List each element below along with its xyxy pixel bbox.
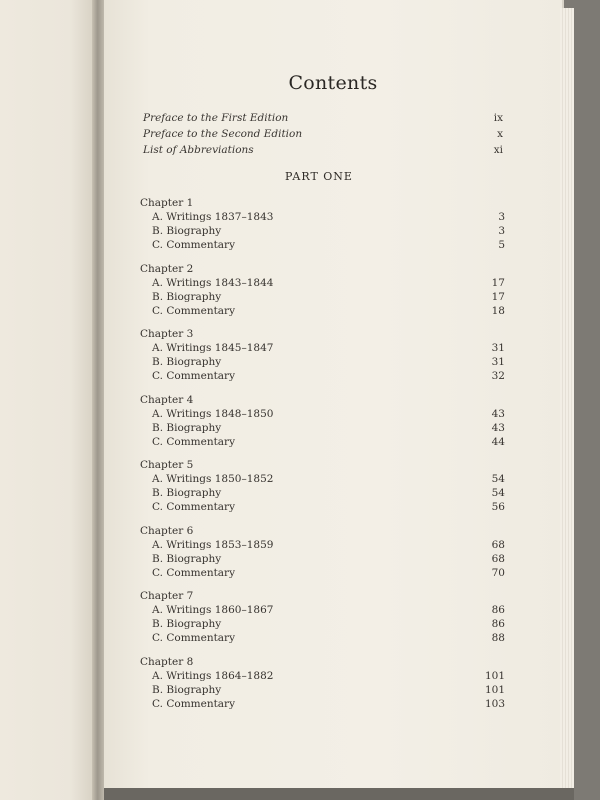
toc-entry (140, 566, 505, 580)
entry-page: 44 (491, 435, 505, 448)
chapter-list (140, 196, 505, 720)
toc-entry (140, 669, 505, 683)
toc-entry (140, 369, 505, 383)
entry-page: 103 (484, 697, 505, 710)
entry-page: 88 (491, 632, 505, 644)
chapter-title: Chapter 2 (140, 262, 194, 275)
entry-label: A. Writings 1853–1859 (152, 538, 274, 551)
toc-entry (140, 304, 505, 318)
entry-label: B. Biography (152, 487, 222, 499)
entry-label: C. Commentary (152, 566, 236, 579)
toc-entry (140, 617, 505, 631)
toc-entry (140, 552, 505, 566)
toc-entry (140, 500, 505, 514)
entry-label: C. Commentary (152, 632, 236, 644)
toc-entry (140, 538, 505, 552)
entry-label: C. Commentary (152, 370, 236, 382)
toc-entry (140, 435, 505, 449)
chapter-block (140, 196, 505, 262)
front-matter-list (143, 110, 503, 158)
entry-page: 101 (484, 669, 505, 682)
toc-entry (140, 407, 505, 421)
entry-label: B. Biography (152, 683, 222, 696)
front-matter-page: xi (493, 144, 503, 156)
entry-page: 54 (491, 487, 505, 499)
chapter-block (140, 458, 505, 524)
toc-entry (140, 697, 505, 711)
entry-page: 31 (491, 342, 505, 354)
entry-page: 70 (491, 566, 505, 579)
entry-label: A. Writings 1843–1844 (152, 276, 274, 289)
toc-entry (140, 486, 505, 500)
entry-label: A. Writings 1860–1867 (152, 604, 274, 616)
toc-entry (140, 276, 505, 290)
chapter-block (140, 327, 505, 393)
entry-label: C. Commentary (152, 435, 236, 448)
toc-entry (140, 341, 505, 355)
front-matter-item (143, 142, 503, 158)
entry-label: B. Biography (152, 356, 222, 368)
entry-page: 101 (484, 683, 505, 696)
toc-entry (140, 683, 505, 697)
entry-label: C. Commentary (152, 501, 236, 513)
entry-page: 68 (491, 552, 505, 565)
toc-entry (140, 603, 505, 617)
entry-page: 86 (491, 618, 505, 630)
entry-label: B. Biography (152, 421, 222, 434)
entry-label: C. Commentary (152, 239, 236, 251)
part-heading: PART ONE (285, 170, 353, 183)
entry-page: 18 (491, 304, 505, 317)
facing-page-edge (0, 0, 100, 800)
front-matter-label: Preface to the First Edition (143, 112, 289, 124)
chapter-title: Chapter 4 (140, 393, 194, 406)
entry-label: A. Writings 1850–1852 (152, 473, 274, 485)
entry-label: A. Writings 1837–1843 (152, 211, 274, 223)
chapter-title: Chapter 7 (140, 590, 194, 602)
front-matter-label: List of Abbreviations (143, 144, 254, 156)
entry-page: 43 (491, 421, 505, 434)
entry-page: 32 (491, 370, 505, 382)
entry-label: C. Commentary (152, 697, 236, 710)
chapter-block (140, 393, 505, 459)
toc-entry (140, 290, 505, 304)
chapter-block (140, 655, 505, 721)
toc-entry (140, 210, 505, 224)
entry-page: 68 (491, 538, 505, 551)
entry-label: A. Writings 1864–1882 (152, 669, 274, 682)
chapter-block (140, 524, 505, 590)
chapter-block (140, 589, 505, 655)
page-title: Contents (288, 72, 378, 94)
front-matter-page: ix (493, 112, 503, 124)
front-matter-item (143, 110, 503, 126)
toc-entry (140, 631, 505, 645)
entry-page: 43 (491, 407, 505, 420)
entry-page: 3 (498, 211, 505, 223)
front-matter-label: Preface to the Second Edition (143, 128, 303, 140)
front-matter-page: x (497, 128, 503, 140)
page-edges (560, 8, 574, 790)
entry-label: A. Writings 1845–1847 (152, 342, 274, 354)
entry-page: 31 (491, 356, 505, 368)
entry-page: 86 (491, 604, 505, 616)
entry-label: B. Biography (152, 618, 222, 630)
chapter-title: Chapter 6 (140, 524, 194, 537)
entry-page: 54 (491, 473, 505, 485)
entry-label: B. Biography (152, 290, 222, 303)
chapter-title: Chapter 5 (140, 459, 194, 471)
entry-label: B. Biography (152, 552, 222, 565)
front-matter-item (143, 126, 503, 142)
chapter-title: Chapter 3 (140, 328, 194, 340)
entry-label: C. Commentary (152, 304, 236, 317)
toc-entry (140, 421, 505, 435)
toc-entry (140, 472, 505, 486)
toc-entry (140, 238, 505, 252)
chapter-title: Chapter 1 (140, 197, 194, 209)
entry-page: 17 (491, 290, 505, 303)
entry-page: 5 (498, 239, 505, 251)
toc-entry (140, 355, 505, 369)
entry-label: B. Biography (152, 225, 222, 237)
entry-page: 3 (498, 225, 505, 237)
entry-page: 17 (491, 276, 505, 289)
entry-label: A. Writings 1848–1850 (152, 407, 274, 420)
page-shadow (104, 788, 574, 800)
chapter-block (140, 262, 505, 328)
chapter-title: Chapter 8 (140, 655, 194, 668)
toc-entry (140, 224, 505, 238)
entry-page: 56 (491, 501, 505, 513)
